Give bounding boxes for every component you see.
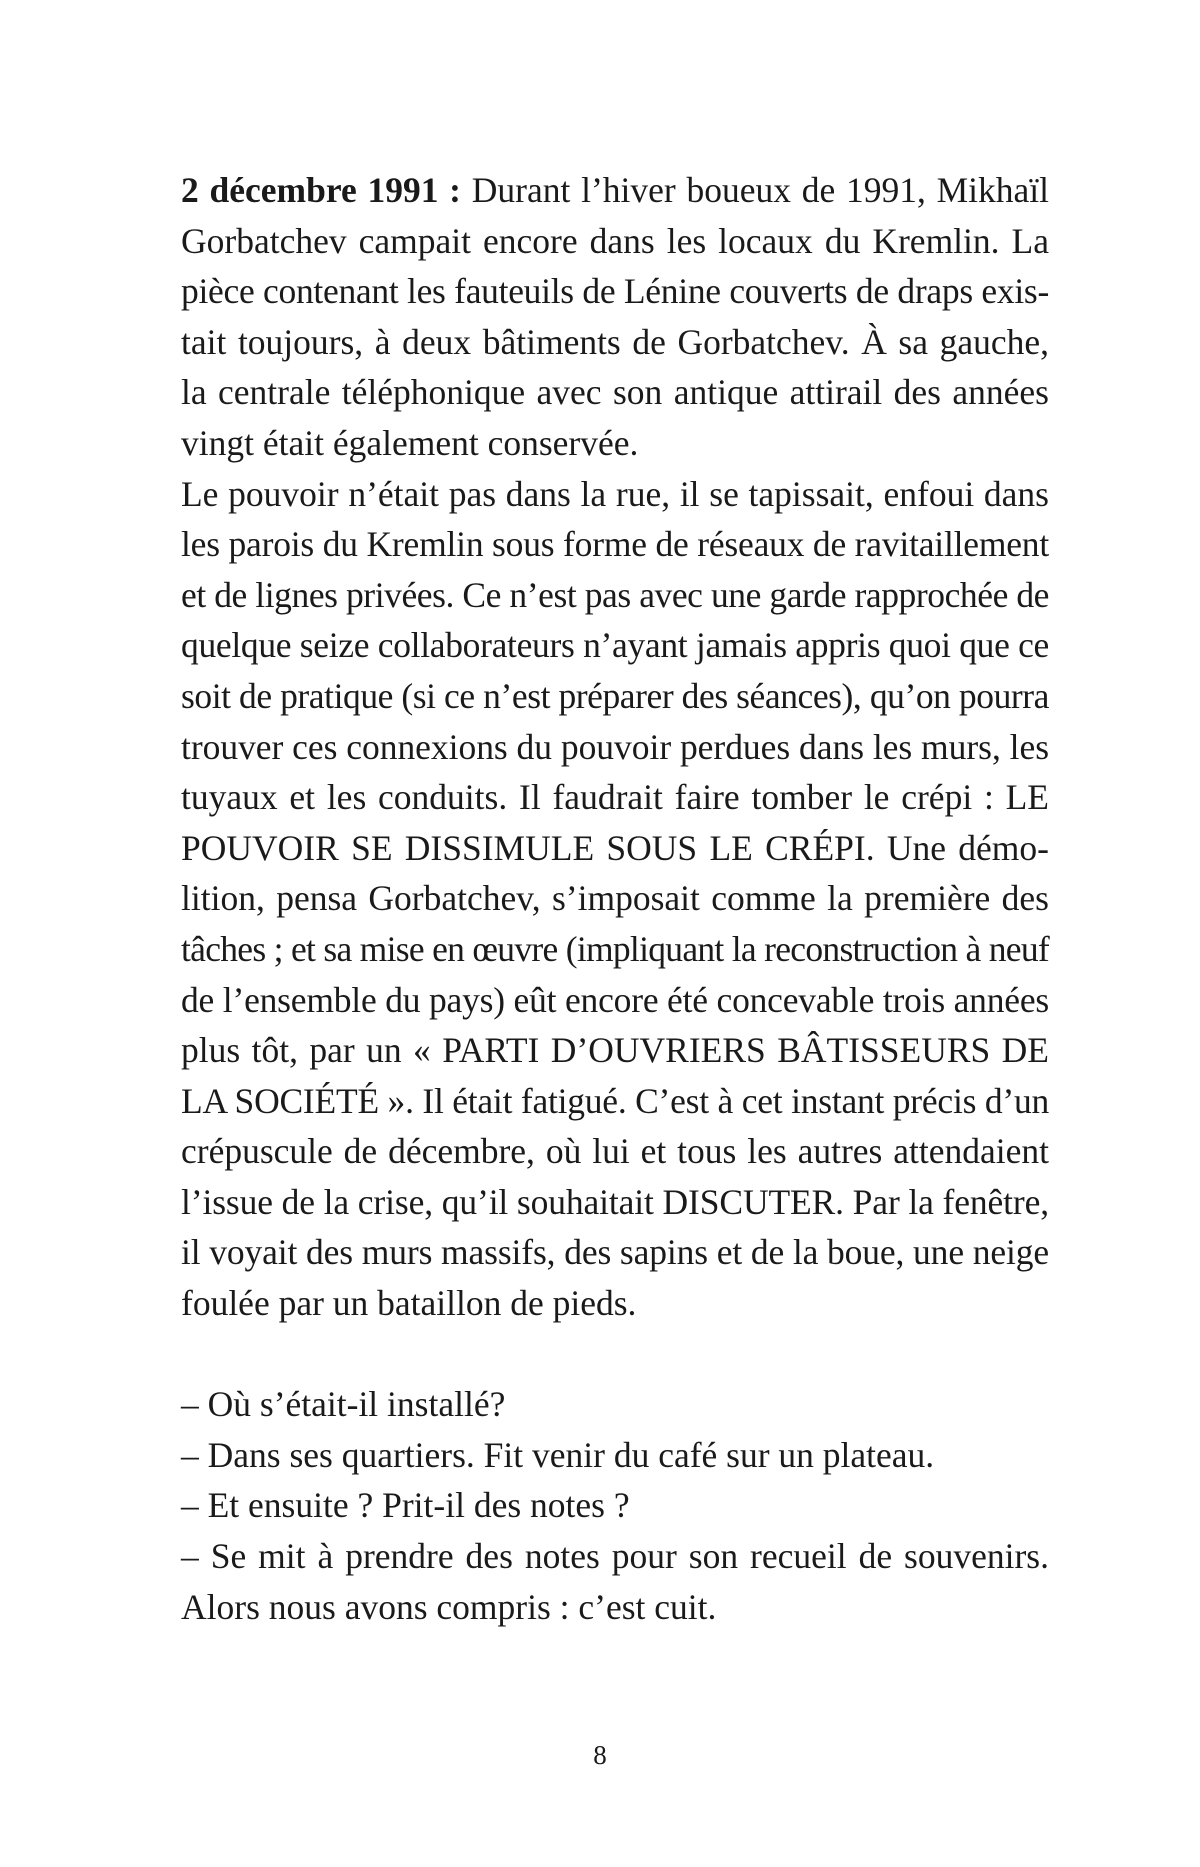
paragraph-1-line-3: pièce contenant les fauteuils de Lénine couverts de draps exis- — [181, 271, 1049, 312]
page-number: 8 — [593, 1740, 607, 1770]
dialogue-line-2: – Dans ses quartiers. Fit venir du café sur un plateau. — [181, 1434, 935, 1475]
paragraph-2-line-7: tuyaux et les conduits. Il faudrait faire tomber le crépi : LE — [181, 777, 1049, 818]
dialogue-line-1: – Où s’était-il installé? — [181, 1384, 506, 1425]
paragraph-2 — [181, 469, 1049, 1329]
paragraph-2-line-1: Le pouvoir n’était pas dans la rue, il se tapissait, enfoui dans — [181, 473, 1049, 514]
paragraph-2-line-3: et de lignes privées. Ce n’est pas avec une garde rapprochée de — [181, 574, 1049, 615]
dialogue-line-5: Alors nous avons compris : c’est cuit. — [181, 1586, 717, 1627]
paragraph-1 — [181, 165, 1049, 469]
paragraph-2-line-14: crépuscule de décembre, où lui et tous les autres attendaient — [181, 1131, 1049, 1172]
paragraph-2-line-5: soit de pratique (si ce n’est préparer des séances), qu’on pourra — [181, 675, 1049, 716]
paragraph-2-line-15: l’issue de la crise, qu’il souhaitait DISCUTER. Par la fenêtre, — [181, 1181, 1049, 1222]
paragraph-2-line-2: les parois du Kremlin sous forme de réseaux de ravitaillement — [181, 524, 1049, 565]
paragraph-2-line-11: de l’ensemble du pays) eût encore été concevable trois années — [181, 979, 1049, 1020]
paragraph-2-line-8: POUVOIR SE DISSIMULE SOUS LE CRÉPI. Une démo- — [181, 827, 1049, 868]
dialogue-line-4: – Se mit à prendre des notes pour son recueil de souvenirs. — [181, 1536, 1049, 1577]
paragraph-2-line-10: tâches ; et sa mise en œuvre (impliquant la reconstruction à neuf — [181, 928, 1049, 969]
section-gap — [181, 1329, 1049, 1380]
paragraph-2-line-9: lition, pensa Gorbatchev, s’imposait comme la première des — [181, 878, 1049, 919]
dialogue-line-3: – Et ensuite ? Prit-il des notes ? — [181, 1485, 630, 1526]
date-heading: 2 décembre 1991 : — [181, 170, 462, 210]
dialogue — [181, 1379, 1049, 1632]
paragraph-2-line-6: trouver ces connexions du pouvoir perdues dans les murs, les — [181, 726, 1049, 767]
body-text — [181, 165, 1049, 1632]
paragraph-2-line-13: LA SOCIÉTÉ ». Il était fatigué. C’est à cet instant précis d’un — [181, 1080, 1049, 1121]
paragraph-2-line-4: quelque seize collaborateurs n’ayant jamais appris quoi que ce — [181, 625, 1049, 666]
paragraph-2-line-12: plus tôt, par un « PARTI D’OUVRIERS BÂTISSEURS DE — [181, 1030, 1049, 1071]
paragraph-2-line-17: foulée par un bataillon de pieds. — [181, 1283, 637, 1324]
paragraph-1-line-1 — [181, 165, 1049, 216]
paragraph-1-line-1-text: Durant l’hiver boueux de 1991, Mikhaïl — [461, 170, 1049, 210]
paragraph-1-line-4: tait toujours, à deux bâtiments de Gorbatchev. À sa gauche, — [181, 321, 1049, 362]
paragraph-1-line-6: vingt était également conservée. — [181, 422, 639, 463]
paragraph-1-line-2: Gorbatchev campait encore dans les locaux du Kremlin. La — [181, 220, 1049, 261]
paragraph-1-line-5: la centrale téléphonique avec son antique attirail des années — [181, 372, 1049, 413]
paragraph-2-line-16: il voyait des murs massifs, des sapins et de la boue, une neige — [181, 1232, 1049, 1273]
